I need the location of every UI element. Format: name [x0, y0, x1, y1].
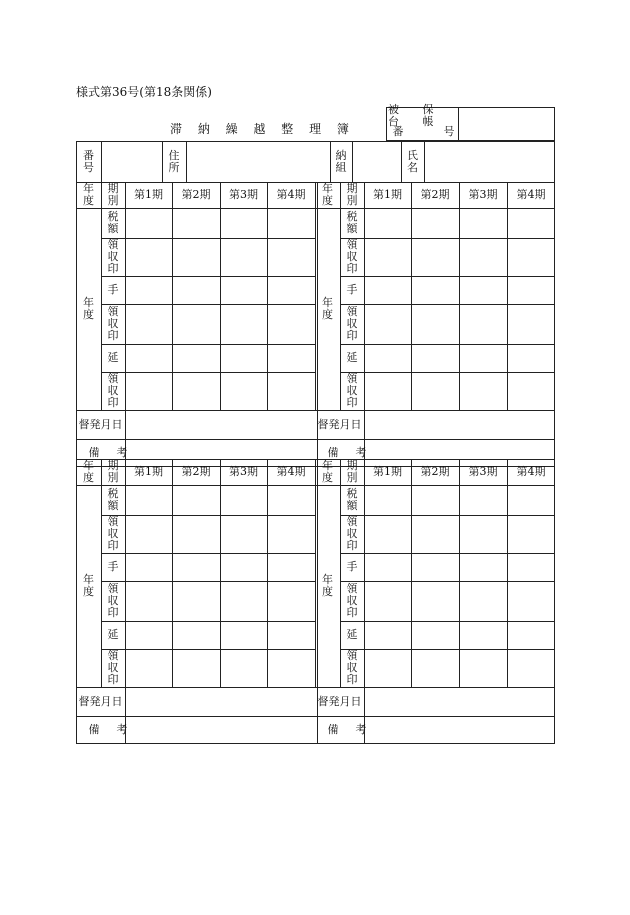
- reminder-date-input-left[interactable]: [126, 688, 315, 716]
- period-2-header-left: 第2期: [181, 465, 211, 478]
- row-label-5-right-char: 収: [346, 661, 358, 674]
- year-header-right-char: 度: [322, 194, 333, 207]
- reminder-label-left: 督発月日: [78, 417, 123, 431]
- entry-cell-r2-p2-left[interactable]: [173, 277, 220, 304]
- row-label-5-left-char: 収: [107, 661, 119, 674]
- row-label-3-right-char: 領: [346, 305, 358, 318]
- row-label-4-right-char: 延: [346, 351, 358, 364]
- entry-cell-r3-p2-left[interactable]: [173, 305, 220, 344]
- entry-cell-r5-p3-left[interactable]: [221, 650, 267, 687]
- row-label-3-left-char: 領: [107, 582, 119, 595]
- entry-cell-r1-p1-right[interactable]: [365, 239, 411, 276]
- remarks-label-left-left: 備: [88, 445, 100, 459]
- row-label-0-right-char: 税: [346, 487, 358, 500]
- period-header-left-char: 期: [107, 182, 119, 195]
- center-divider: [317, 182, 318, 466]
- row-label-3-left: [101, 304, 125, 344]
- row-label-1-right-char: 収: [346, 250, 358, 263]
- period-header-right-char: 別: [346, 471, 358, 484]
- entry-cell-r3-p4-left[interactable]: [268, 582, 315, 621]
- entry-cell-r2-p1-right[interactable]: [365, 277, 411, 304]
- number-label-char: 号: [83, 160, 94, 174]
- row-label-0-left-char: 額: [107, 499, 119, 512]
- taxpayer-input[interactable]: [353, 142, 401, 182]
- entry-cell-r1-p1-left[interactable]: [126, 239, 172, 276]
- row-label-5-left: [101, 372, 125, 410]
- entry-cell-r2-p1-left[interactable]: [126, 554, 172, 581]
- row-label-4-left: [101, 344, 125, 372]
- year-vertical-label-left: [76, 485, 101, 687]
- entry-cell-r4-p3-right[interactable]: [460, 622, 507, 649]
- period-4-header-right: 第4期: [516, 188, 546, 201]
- entry-cell-r5-p2-left[interactable]: [173, 650, 220, 687]
- remarks-input-left[interactable]: [126, 717, 315, 743]
- year-vertical-label-right-char: 度: [322, 308, 333, 321]
- row-label-3-right-char: 印: [346, 606, 358, 619]
- entry-cell-r1-p1-left[interactable]: [126, 516, 172, 553]
- entry-cell-r3-p4-left[interactable]: [268, 305, 315, 344]
- entry-cell-r1-p4-left[interactable]: [268, 239, 315, 276]
- row-label-2-left: [101, 276, 125, 304]
- year-vertical-label-left-char: 度: [83, 308, 94, 321]
- row-label-4-right-char: 延: [346, 628, 358, 641]
- row-label-1-right-char: 領: [346, 515, 358, 528]
- period-2-header-left: 第2期: [181, 188, 211, 201]
- entry-cell-r4-p1-left[interactable]: [126, 622, 172, 649]
- row-label-5-left: [101, 649, 125, 687]
- entry-cell-r0-p4-left[interactable]: [268, 486, 315, 515]
- taxpayer-label-char: 納: [335, 148, 347, 162]
- entry-cell-r2-p3-left[interactable]: [221, 554, 267, 581]
- entry-cell-r5-p2-right[interactable]: [412, 373, 459, 410]
- year-vertical-label-left-char: 年: [83, 296, 94, 309]
- row-label-1-left: [101, 238, 125, 276]
- row-label-1-left-char: 収: [107, 250, 119, 263]
- period-3-header-left: 第3期: [229, 465, 258, 478]
- row-label-2-right: [340, 553, 364, 581]
- period-3-header-right: 第3期: [468, 188, 498, 201]
- row-label-1-left-char: 印: [107, 539, 119, 552]
- period-1-header-left: 第1期: [134, 188, 163, 201]
- entry-cell-r3-p4-right[interactable]: [508, 582, 555, 621]
- entry-cell-r4-p2-right[interactable]: [412, 345, 459, 372]
- entry-cell-r4-p3-left[interactable]: [221, 622, 267, 649]
- year-vertical-label-right-char: 度: [322, 585, 333, 598]
- period-1-header-left: 第1期: [134, 465, 163, 478]
- row-label-2-right: [340, 276, 364, 304]
- row-label-3-left: [101, 581, 125, 621]
- body-bottom-line: [76, 410, 555, 411]
- row-label-5-right-char: 印: [346, 673, 358, 686]
- entry-cell-r5-p1-left[interactable]: [126, 650, 172, 687]
- entry-cell-r2-p3-left[interactable]: [221, 277, 267, 304]
- period-3-header-right: 第3期: [468, 465, 498, 478]
- row-label-0-right-char: 額: [346, 222, 358, 235]
- insured-label-bottom-right: 号: [443, 125, 455, 138]
- remarks-input-right[interactable]: [365, 717, 555, 743]
- number-label: [76, 141, 101, 182]
- row-label-2-left: [101, 553, 125, 581]
- period-3-header-left: 第3期: [229, 188, 258, 201]
- row-label-5-right: [340, 372, 364, 410]
- entry-cell-r2-p2-right[interactable]: [412, 554, 459, 581]
- entry-cell-r0-p4-right[interactable]: [508, 209, 555, 238]
- entry-cell-r4-p3-left[interactable]: [221, 345, 267, 372]
- entry-cell-r5-p3-right[interactable]: [460, 650, 507, 687]
- period-header-right-char: 期: [346, 459, 358, 472]
- reminder-label-right: 督発月日: [317, 694, 362, 708]
- period-4-header-left: 第4期: [276, 465, 306, 478]
- row-label-2-right-char: 手: [346, 560, 358, 573]
- year-header-right: [315, 182, 340, 208]
- row-label-1-right: [340, 515, 364, 553]
- entry-cell-r1-p3-right[interactable]: [460, 516, 507, 553]
- entry-cell-r1-p2-left[interactable]: [173, 516, 220, 553]
- row-label-3-left-char: 印: [107, 606, 119, 619]
- entry-cell-r5-p3-right[interactable]: [460, 373, 507, 410]
- entry-cell-r1-p2-right[interactable]: [412, 239, 459, 276]
- period-header-right-char: 期: [346, 182, 358, 195]
- period-2-header-right: 第2期: [420, 188, 450, 201]
- reminder-label-right: 督発月日: [317, 417, 362, 431]
- name-label-char: 氏: [407, 148, 418, 162]
- row-label-5-right-char: 領: [346, 649, 358, 662]
- period-header-left-char: 期: [107, 459, 119, 472]
- taxpayer-label-char: 組: [335, 160, 347, 174]
- entry-cell-r5-p4-right[interactable]: [508, 373, 555, 410]
- row-label-3-right-char: 印: [346, 329, 358, 342]
- reminder-label-left: 督発月日: [78, 694, 123, 708]
- insured-label-top: 被 保 台 帳: [388, 103, 444, 128]
- row-label-2-right-char: 手: [346, 283, 358, 296]
- entry-cell-r2-p2-right[interactable]: [412, 277, 459, 304]
- year-vertical-label-right: [315, 485, 340, 687]
- entry-cell-r4-p1-right[interactable]: [365, 345, 411, 372]
- entry-cell-r0-p1-left[interactable]: [126, 486, 172, 515]
- entry-cell-r5-p1-left[interactable]: [126, 373, 172, 410]
- remarks-label-left-left: 備: [88, 722, 100, 736]
- reminder-bottom-line: [76, 439, 555, 440]
- row-label-3-left-char: 収: [107, 594, 119, 607]
- entry-cell-r1-p3-right[interactable]: [460, 239, 507, 276]
- reminder-date-input-left[interactable]: [126, 411, 315, 439]
- entry-cell-r0-p2-right[interactable]: [412, 486, 459, 515]
- period-1-header-right: 第1期: [373, 188, 402, 201]
- entry-cell-r0-p1-right[interactable]: [365, 486, 411, 515]
- period-1-header-right: 第1期: [373, 465, 402, 478]
- entry-cell-r4-p4-right[interactable]: [508, 345, 555, 372]
- row-label-3-right-char: 収: [346, 317, 358, 330]
- row-label-1-right-char: 印: [346, 539, 358, 552]
- entry-cell-r1-p3-left[interactable]: [221, 239, 267, 276]
- body-bottom-line: [76, 687, 555, 688]
- row-label-4-right: [340, 621, 364, 649]
- year-header-left-char: 度: [83, 471, 94, 484]
- year-vertical-label-left-char: 年: [83, 573, 94, 586]
- entry-cell-r2-p4-left[interactable]: [268, 277, 315, 304]
- entry-cell-r3-p4-right[interactable]: [508, 305, 555, 344]
- insured-number-input[interactable]: [459, 108, 555, 140]
- year-vertical-label-right: [315, 208, 340, 410]
- row-label-5-left-char: 領: [107, 372, 119, 385]
- entry-cell-r3-p1-left[interactable]: [126, 582, 172, 621]
- year-header-left-char: 年: [83, 459, 94, 472]
- row-label-0-left-char: 額: [107, 222, 119, 235]
- entry-cell-r0-p3-left[interactable]: [221, 486, 267, 515]
- row-label-1-right-char: 印: [346, 262, 358, 275]
- row-label-5-left-char: 収: [107, 384, 119, 397]
- entry-cell-r2-p3-right[interactable]: [460, 554, 507, 581]
- period-header-left-char: 別: [107, 471, 119, 484]
- entry-cell-r3-p1-left[interactable]: [126, 305, 172, 344]
- row-label-0-left-char: 税: [107, 210, 119, 223]
- entry-cell-r3-p2-right[interactable]: [412, 582, 459, 621]
- row-label-0-right-char: 税: [346, 210, 358, 223]
- entry-cell-r0-p2-left[interactable]: [173, 486, 220, 515]
- period-4-header-left: 第4期: [276, 188, 306, 201]
- reminder-bottom-line: [76, 716, 555, 717]
- row-label-5-left-char: 印: [107, 396, 119, 409]
- period-2-header-right: 第2期: [420, 465, 450, 478]
- row-label-3-left-char: 印: [107, 329, 119, 342]
- period-header-left: [101, 459, 125, 485]
- row-label-4-left: [101, 621, 125, 649]
- entry-cell-r5-p1-right[interactable]: [365, 373, 411, 410]
- entry-cell-r3-p3-left[interactable]: [221, 582, 267, 621]
- name-label: [401, 141, 424, 182]
- entry-cell-r2-p4-right[interactable]: [508, 554, 555, 581]
- year-header-left-char: 年: [83, 182, 94, 195]
- row-label-3-right: [340, 304, 364, 344]
- row-label-5-right: [340, 649, 364, 687]
- row-label-3-right: [340, 581, 364, 621]
- entry-cell-r4-p2-right[interactable]: [412, 622, 459, 649]
- ledger-title: 滞 納 繰 越 整 理 簿: [170, 122, 355, 136]
- entry-cell-r0-p3-left[interactable]: [221, 209, 267, 238]
- entry-cell-r1-p1-right[interactable]: [365, 516, 411, 553]
- entry-cell-r4-p3-right[interactable]: [460, 345, 507, 372]
- year-header-left: [76, 459, 101, 485]
- entry-cell-r5-p2-right[interactable]: [412, 650, 459, 687]
- year-header-right-char: 度: [322, 471, 333, 484]
- number-input[interactable]: [102, 142, 162, 182]
- year-vertical-label-right-char: 年: [322, 296, 333, 309]
- entry-cell-r5-p1-right[interactable]: [365, 650, 411, 687]
- row-label-3-right-char: 領: [346, 582, 358, 595]
- address-label-char: 所: [168, 160, 180, 174]
- period-header-left-char: 別: [107, 194, 119, 207]
- entry-cell-r1-p2-left[interactable]: [173, 239, 220, 276]
- entry-cell-r0-p1-left[interactable]: [126, 209, 172, 238]
- entry-cell-r5-p2-left[interactable]: [173, 373, 220, 410]
- row-label-1-left-char: 印: [107, 262, 119, 275]
- entry-cell-r3-p1-right[interactable]: [365, 582, 411, 621]
- remarks-label-right-left: 考: [116, 445, 128, 459]
- entry-cell-r3-p1-right[interactable]: [365, 305, 411, 344]
- period-header-right-char: 別: [346, 194, 358, 207]
- entry-cell-r2-p3-right[interactable]: [460, 277, 507, 304]
- year-header-right-char: 年: [322, 182, 333, 195]
- address-label-char: 住: [168, 148, 180, 162]
- entry-cell-r4-p1-right[interactable]: [365, 622, 411, 649]
- insured-label-bottom-left: 番: [392, 125, 404, 138]
- row-label-0-right-char: 額: [346, 499, 358, 512]
- row-label-5-right-char: 印: [346, 396, 358, 409]
- year-header-right: [315, 459, 340, 485]
- year-vertical-label-right-char: 年: [322, 573, 333, 586]
- entry-cell-r4-p4-right[interactable]: [508, 622, 555, 649]
- row-label-1-left-char: 領: [107, 238, 119, 251]
- row-label-0-right: [340, 485, 364, 515]
- period-4-header-right: 第4期: [516, 465, 546, 478]
- entry-cell-r1-p2-right[interactable]: [412, 516, 459, 553]
- row-label-4-left-char: 延: [107, 628, 119, 641]
- year-vertical-label-left: [76, 208, 101, 410]
- remarks-label-left-right: 備: [327, 445, 339, 459]
- entry-cell-r3-p3-right[interactable]: [460, 305, 507, 344]
- entry-cell-r2-p2-left[interactable]: [173, 554, 220, 581]
- entry-cell-r3-p3-right[interactable]: [460, 582, 507, 621]
- reminder-date-input-right[interactable]: [365, 411, 555, 439]
- entry-cell-r1-p4-left[interactable]: [268, 516, 315, 553]
- entry-cell-r3-p2-left[interactable]: [173, 582, 220, 621]
- year-header-left-char: 度: [83, 194, 94, 207]
- remarks-label-right-left: 考: [116, 722, 128, 736]
- row-label-4-left-char: 延: [107, 351, 119, 364]
- name-label-char: 名: [407, 160, 418, 174]
- period-header-right: [340, 459, 364, 485]
- name-input[interactable]: [425, 142, 555, 182]
- entry-cell-r4-p2-left[interactable]: [173, 622, 220, 649]
- entry-cell-r3-p3-left[interactable]: [221, 305, 267, 344]
- year-header-left: [76, 182, 101, 208]
- remarks-label-left-right: 備: [327, 722, 339, 736]
- row-label-4-right: [340, 344, 364, 372]
- row-label-1-left: [101, 515, 125, 553]
- entry-cell-r3-p2-right[interactable]: [412, 305, 459, 344]
- year-header-right-char: 年: [322, 459, 333, 472]
- entry-cell-r4-p4-left[interactable]: [268, 622, 315, 649]
- entry-cell-r5-p4-left[interactable]: [268, 650, 315, 687]
- entry-cell-r4-p1-left[interactable]: [126, 345, 172, 372]
- row-label-0-right: [340, 208, 364, 238]
- row-label-0-left: [101, 485, 125, 515]
- remarks-label-right-right: 考: [355, 445, 367, 459]
- period-header-right: [340, 182, 364, 208]
- entry-cell-r5-p4-left[interactable]: [268, 373, 315, 410]
- entry-cell-r2-p4-left[interactable]: [268, 554, 315, 581]
- entry-cell-r1-p4-right[interactable]: [508, 239, 555, 276]
- taxpayer-label: [330, 141, 352, 182]
- row-label-2-left-char: 手: [107, 560, 119, 573]
- entry-cell-r5-p4-right[interactable]: [508, 650, 555, 687]
- address-label: [162, 141, 186, 182]
- row-label-1-right-char: 領: [346, 238, 358, 251]
- address-input[interactable]: [187, 142, 330, 182]
- entry-cell-r4-p2-left[interactable]: [173, 345, 220, 372]
- entry-cell-r0-p1-right[interactable]: [365, 209, 411, 238]
- year-vertical-label-left-char: 度: [83, 585, 94, 598]
- entry-cell-r2-p1-right[interactable]: [365, 554, 411, 581]
- row-label-1-right-char: 収: [346, 527, 358, 540]
- period-header-left: [101, 182, 125, 208]
- entry-cell-r0-p2-right[interactable]: [412, 209, 459, 238]
- entry-cell-r2-p4-right[interactable]: [508, 277, 555, 304]
- center-divider: [317, 459, 318, 743]
- entry-cell-r0-p2-left[interactable]: [173, 209, 220, 238]
- row-label-3-left-char: 領: [107, 305, 119, 318]
- row-label-1-right: [340, 238, 364, 276]
- entry-cell-r2-p1-left[interactable]: [126, 277, 172, 304]
- form-number: 様式第36号(第18条関係): [76, 85, 212, 99]
- row-label-2-left-char: 手: [107, 283, 119, 296]
- row-label-3-left-char: 収: [107, 317, 119, 330]
- row-label-1-left-char: 領: [107, 515, 119, 528]
- row-label-3-right-char: 収: [346, 594, 358, 607]
- entry-cell-r1-p4-right[interactable]: [508, 516, 555, 553]
- number-label-char: 番: [83, 148, 94, 162]
- row-label-5-left-char: 印: [107, 673, 119, 686]
- entry-cell-r1-p3-left[interactable]: [221, 516, 267, 553]
- entry-cell-r0-p4-right[interactable]: [508, 486, 555, 515]
- entry-cell-r0-p3-right[interactable]: [460, 209, 507, 238]
- remarks-label-right-right: 考: [355, 722, 367, 736]
- row-label-5-left-char: 領: [107, 649, 119, 662]
- entry-cell-r4-p4-left[interactable]: [268, 345, 315, 372]
- reminder-date-input-right[interactable]: [365, 688, 555, 716]
- row-label-5-right-char: 収: [346, 384, 358, 397]
- row-label-5-right-char: 領: [346, 372, 358, 385]
- row-label-0-left: [101, 208, 125, 238]
- row-label-0-left-char: 税: [107, 487, 119, 500]
- row-label-1-left-char: 収: [107, 527, 119, 540]
- entry-cell-r0-p4-left[interactable]: [268, 209, 315, 238]
- entry-cell-r0-p3-right[interactable]: [460, 486, 507, 515]
- entry-cell-r5-p3-left[interactable]: [221, 373, 267, 410]
